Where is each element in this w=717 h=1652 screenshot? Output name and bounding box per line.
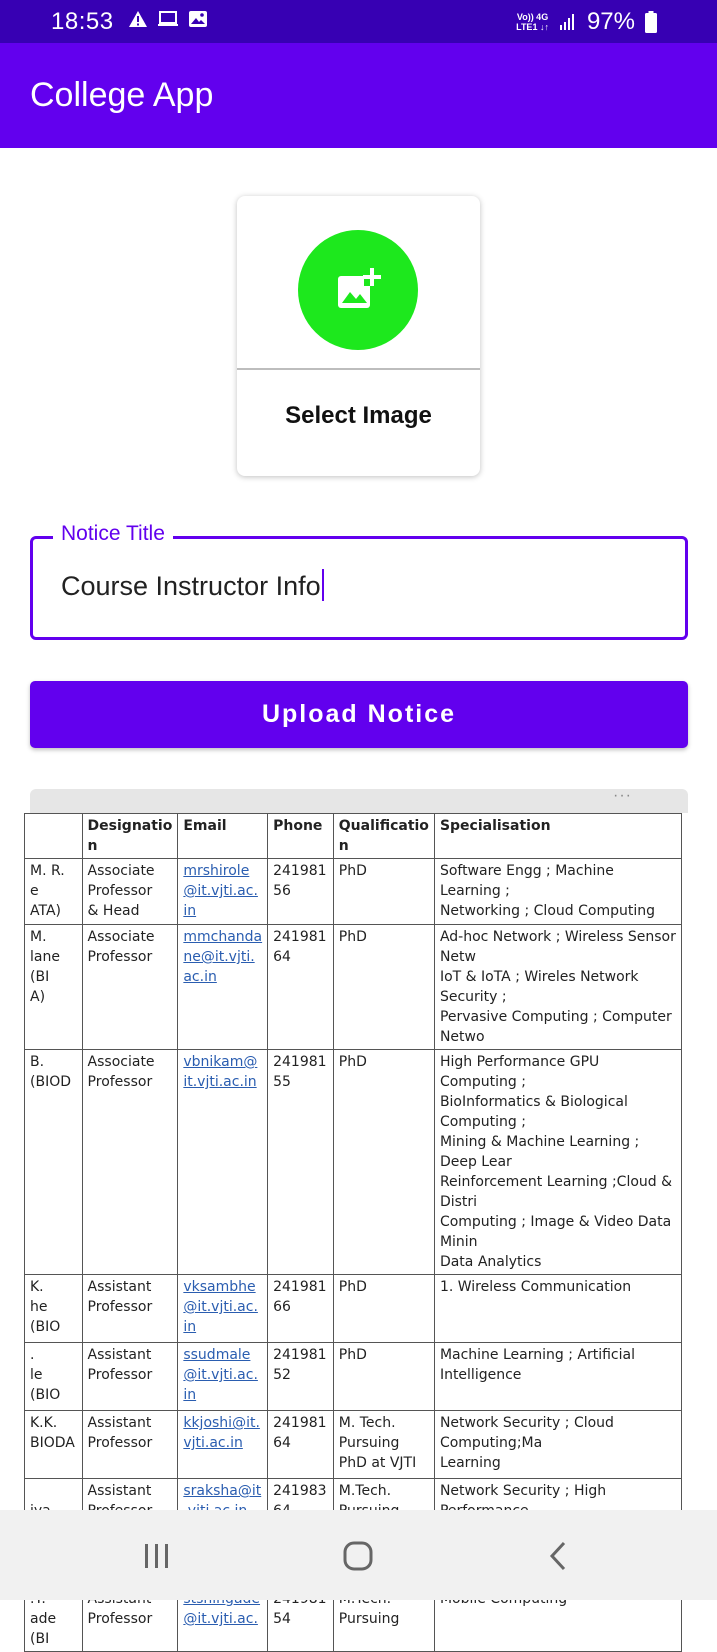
cell-qualification: Pursuing — [333, 1587, 434, 1652]
cell-specialisation: Network Security ; High — [434, 1479, 681, 1587]
header-name — [25, 814, 83, 859]
notice-title-input[interactable] — [61, 569, 324, 602]
cell-specialisation: Network Security ; Cloud Computing;Ma Learning — [434, 1411, 681, 1479]
select-image-circle[interactable] — [298, 230, 418, 350]
cell-specialisation: Machine Learning ; Artificial Intelligence — [434, 1343, 681, 1411]
cell-email[interactable]: mmchanda ne@it.vjti. ac.in — [178, 925, 268, 1050]
table-row — [25, 1343, 682, 1411]
network-top-label: Vo)) 4G — [516, 12, 549, 22]
cell-designation: Assistant Professor — [82, 1343, 178, 1411]
select-image-card[interactable] — [237, 196, 480, 476]
cell-phone: 241983 — [268, 1479, 334, 1587]
cell-designation: Associate Professor & Head — [82, 859, 178, 925]
app-title: College App — [30, 76, 214, 114]
card-divider — [237, 368, 480, 370]
cell-phone: 54 — [268, 1587, 334, 1652]
cell-phone: 241981 66 — [268, 1275, 334, 1343]
cell-qualification: PhD — [333, 925, 434, 1050]
cell-qualification: PhD — [333, 1275, 434, 1343]
cell-name: B. (BIOD — [25, 1050, 83, 1275]
cell-email[interactable]: ssudmale @it.vjti.ac. in — [178, 1343, 268, 1411]
app-bar — [0, 43, 717, 148]
header-qualification: Qualificatio n — [333, 814, 434, 859]
home-icon — [342, 1540, 374, 1572]
cell-phone: 241981 64 — [268, 1411, 334, 1479]
cell-phone: 241981 55 — [268, 1050, 334, 1275]
cell-email[interactable]: sraksha@it — [178, 1479, 268, 1587]
recents-button[interactable] — [137, 1536, 177, 1576]
cell-designation: Associate Professor — [82, 1050, 178, 1275]
laptop-icon — [157, 10, 179, 28]
notice-title-label: Notice Title — [53, 522, 173, 546]
cell-name: K. he (BIO — [25, 1275, 83, 1343]
back-button[interactable] — [539, 1536, 579, 1576]
cell-email[interactable]: kkjoshi@it. vjti.ac.in — [178, 1411, 268, 1479]
notice-title-field[interactable] — [30, 522, 688, 640]
cell-qualification: M. Tech. Pursuing PhD at VJTI — [333, 1411, 434, 1479]
network-bottom-label: LTE1 ↓↑ — [516, 22, 549, 32]
cell-qualification: PhD — [333, 1050, 434, 1275]
cell-phone: 241981 64 — [268, 925, 334, 1050]
navigation-bar — [0, 1510, 717, 1600]
cell-designation: Associate Professor — [82, 925, 178, 1050]
cell-email[interactable]: mrshirole @it.vjti.ac. in — [178, 859, 268, 925]
status-time: 18:53 — [51, 8, 114, 35]
cell-qualification: PhD — [333, 859, 434, 925]
cell-name: K.K. BIODA — [25, 1411, 83, 1479]
battery-percentage: 97% — [586, 8, 635, 35]
table-row — [25, 859, 682, 925]
cell-name: M. lane (BI A) — [25, 925, 83, 1050]
notice-title-value: Course Instructor Info — [61, 571, 321, 601]
add-photo-icon — [334, 266, 382, 314]
home-button[interactable] — [338, 1536, 378, 1576]
table-row — [25, 1275, 682, 1343]
text-cursor — [322, 569, 324, 601]
select-image-label[interactable]: Select Image — [285, 402, 432, 429]
cell-specialisation: Ad-hoc Network ; Wireless Sensor Netw IoT & IoTA ; Wireles Network Security ; Pervasive Computing ; Computer Netwo — [434, 925, 681, 1050]
cell-qualification: M.Tech. — [333, 1479, 434, 1587]
preview-menu-dots[interactable]: ··· — [613, 787, 632, 804]
status-bar — [0, 0, 717, 43]
signal-icon — [559, 13, 577, 31]
cell-name: ade (BI — [25, 1587, 83, 1652]
cell-name: M. R. e ATA) — [25, 859, 83, 925]
cell-phone: 241981 52 — [268, 1343, 334, 1411]
cell-designation: Assistant Professor — [82, 1275, 178, 1343]
recents-icon — [142, 1542, 172, 1570]
cell-specialisation: High Performance GPU Computing ; BioInformatics & Biological Computing ; Mining & Machine Learning ; Deep Lear Reinforcement Learning ;Cloud & Distri Computing ; Image & Video Data Minin Data Analytics — [434, 1050, 681, 1275]
cell-designation: Assistant — [82, 1479, 178, 1587]
header-phone: Phone — [268, 814, 334, 859]
cell-designation: Professor — [82, 1587, 178, 1652]
cell-designation: Assistant Professor — [82, 1411, 178, 1479]
warning-icon — [128, 10, 148, 28]
system-icons — [516, 8, 657, 36]
cell-email[interactable]: @it.vjti.ac. — [178, 1587, 268, 1652]
table-row — [25, 1411, 682, 1479]
cell-specialisation: Software Engg ; Machine Learning ; Networking ; Cloud Computing — [434, 859, 681, 925]
cell-phone: 241981 56 — [268, 859, 334, 925]
network-type — [516, 12, 549, 32]
cell-specialisation: 1. Wireless Communication — [434, 1275, 681, 1343]
cell-qualification: PhD — [333, 1343, 434, 1411]
notice-image-preview — [30, 787, 688, 1647]
cell-email[interactable]: vbnikam@ it.vjti.ac.in — [178, 1050, 268, 1275]
battery-icon — [645, 11, 657, 33]
notification-icons — [128, 10, 208, 28]
header-designation: Designatio n — [82, 814, 178, 859]
back-icon — [547, 1540, 571, 1572]
cell-name: . le (BIO — [25, 1343, 83, 1411]
cell-email[interactable]: vksambhe @it.vjti.ac. in — [178, 1275, 268, 1343]
preview-toolbar — [30, 789, 688, 813]
table-row — [25, 925, 682, 1050]
header-specialisation: Specialisation — [434, 814, 681, 859]
table-row — [25, 1050, 682, 1275]
header-email: Email — [178, 814, 268, 859]
upload-notice-button[interactable]: Upload Notice — [30, 681, 688, 748]
table-header-row — [25, 814, 682, 859]
image-icon — [188, 10, 208, 28]
